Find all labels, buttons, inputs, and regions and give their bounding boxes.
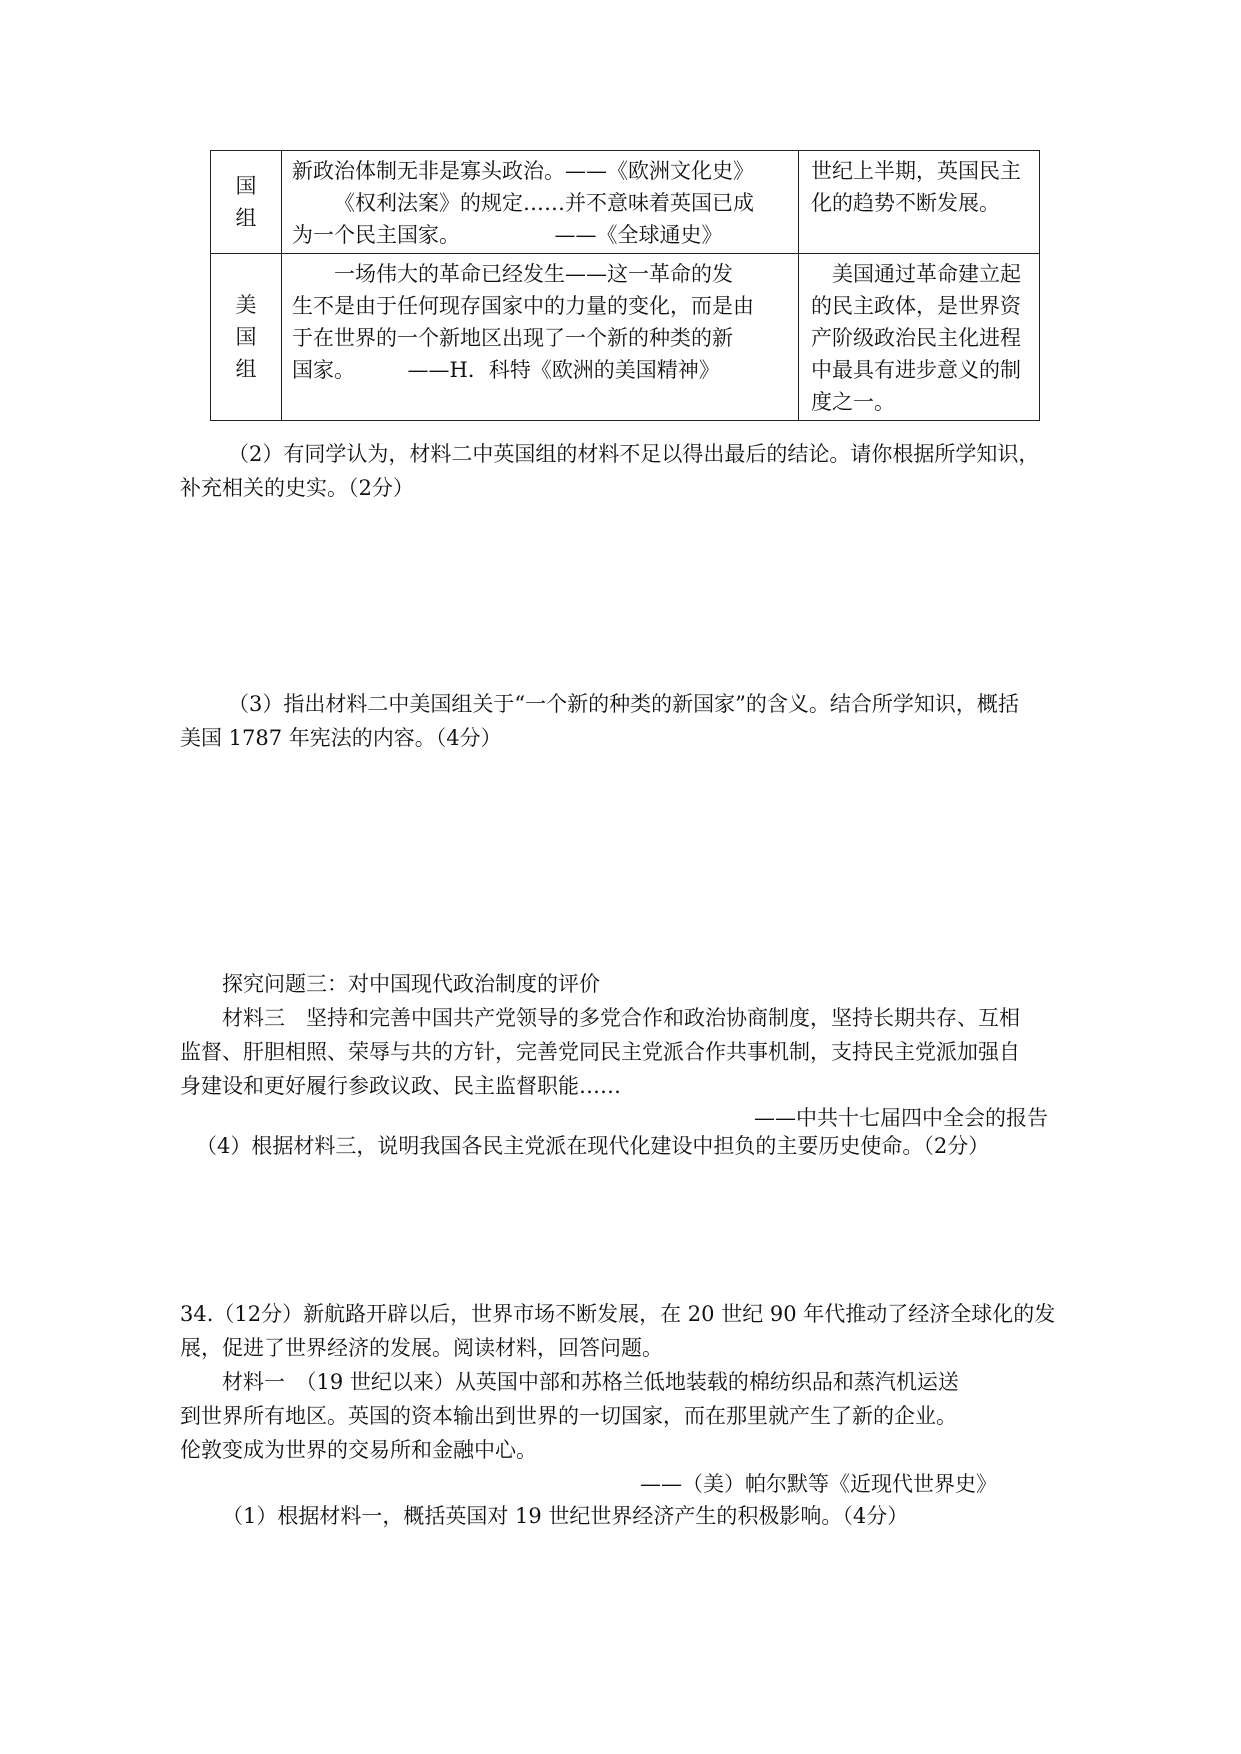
- group-char: 国: [235, 325, 257, 349]
- material-3-line: 材料三 坚持和完善中国共产党领导的多党合作和政治协商制度，坚持长期共存、互相: [222, 1006, 1020, 1030]
- question-3-line: 美国 1787 年宪法的内容。（4分）: [180, 726, 502, 750]
- group-char: 组: [235, 357, 257, 381]
- group-cell: [211, 254, 282, 421]
- conclusion-line: 度之一。: [811, 390, 895, 414]
- conclusion-line: 化的趋势不断发展。: [811, 191, 1000, 215]
- question-4: （4）根据材料三，说明我国各民主党派在现代化建设中担负的主要历史使命。（2分）: [196, 1134, 990, 1158]
- source-line: 国家。 ——H．科特《欧洲的美国精神》: [292, 358, 720, 382]
- source-line: 《权利法案》的规定……并不意味着英国已成: [334, 191, 754, 215]
- conclusion-cell: [799, 151, 1040, 254]
- conclusion-line: 中最具有进步意义的制: [811, 358, 1021, 382]
- group-char: 国: [235, 174, 257, 198]
- source-cell: [282, 254, 799, 421]
- topic-3-heading: 探究问题三：对中国现代政治制度的评价: [222, 972, 600, 996]
- question-2-line: 补充相关的史实。（2分）: [180, 476, 414, 500]
- group-cell: [211, 151, 282, 254]
- conclusion-line: 产阶级政治民主化进程: [811, 326, 1021, 350]
- question-2-line: （2）有同学认为，材料二中英国组的材料不足以得出最后的结论。请你根据所学知识，: [228, 442, 1040, 466]
- material-3-line: 监督、肝胆相照、荣辱与共的方针，完善党同民主党派合作共事机制，支持民主党派加强自: [180, 1040, 1020, 1064]
- source-cell: [282, 151, 799, 254]
- material-1-line: 材料一 （19 世纪以来）从英国中部和苏格兰低地装载的棉纺织品和蒸汽机运送: [222, 1370, 959, 1394]
- source-line: 生不是由于任何现存国家中的力量的变化，而是由: [292, 294, 754, 318]
- conclusion-cell: [799, 254, 1040, 421]
- material-1-line: 伦敦变成为世界的交易所和金融中心。: [180, 1438, 537, 1462]
- source-line: 新政治体制无非是寡头政治。——《欧洲文化史》: [292, 159, 754, 183]
- question-34-intro-line: 展，促进了世界经济的发展。阅读材料，回答问题。: [180, 1336, 663, 1360]
- question-34-1: （1）根据材料一，概括英国对 19 世纪世界经济产生的积极影响。（4分）: [222, 1504, 909, 1528]
- materials-table: [210, 150, 1040, 421]
- source-line: 一场伟大的革命已经发生——这一革命的发: [334, 262, 733, 286]
- question-3-line: （3）指出材料二中美国组关于“一个新的种类的新国家”的含义。结合所学知识，概括: [228, 692, 1019, 716]
- material-3-line: 身建设和更好履行参政议政、民主监督职能……: [180, 1074, 621, 1098]
- group-char: 美: [235, 293, 257, 317]
- conclusion-line: 美国通过革命建立起: [832, 262, 1021, 286]
- material-1-line: 到世界所有地区。英国的资本输出到世界的一切国家，而在那里就产生了新的企业。: [180, 1404, 957, 1428]
- table-row: [211, 151, 1040, 254]
- group-char: 组: [235, 206, 257, 230]
- conclusion-line: 世纪上半期，英国民主: [811, 159, 1021, 183]
- material-3-source: ——中共十七届四中全会的报告: [754, 1106, 1048, 1130]
- source-line: 为一个民主国家。 ——《全球通史》: [292, 223, 723, 247]
- source-line: 于在世界的一个新地区出现了一个新的种类的新: [292, 326, 733, 350]
- material-1-source: ——（美）帕尔默等《近现代世界史》: [640, 1472, 997, 1496]
- table-row: [211, 254, 1040, 421]
- conclusion-line: 的民主政体，是世界资: [811, 294, 1021, 318]
- question-34-intro-line: 34.（12分）新航路开辟以后，世界市场不断发展，在 20 世纪 90 年代推动了经济全球化的发: [180, 1302, 1056, 1326]
